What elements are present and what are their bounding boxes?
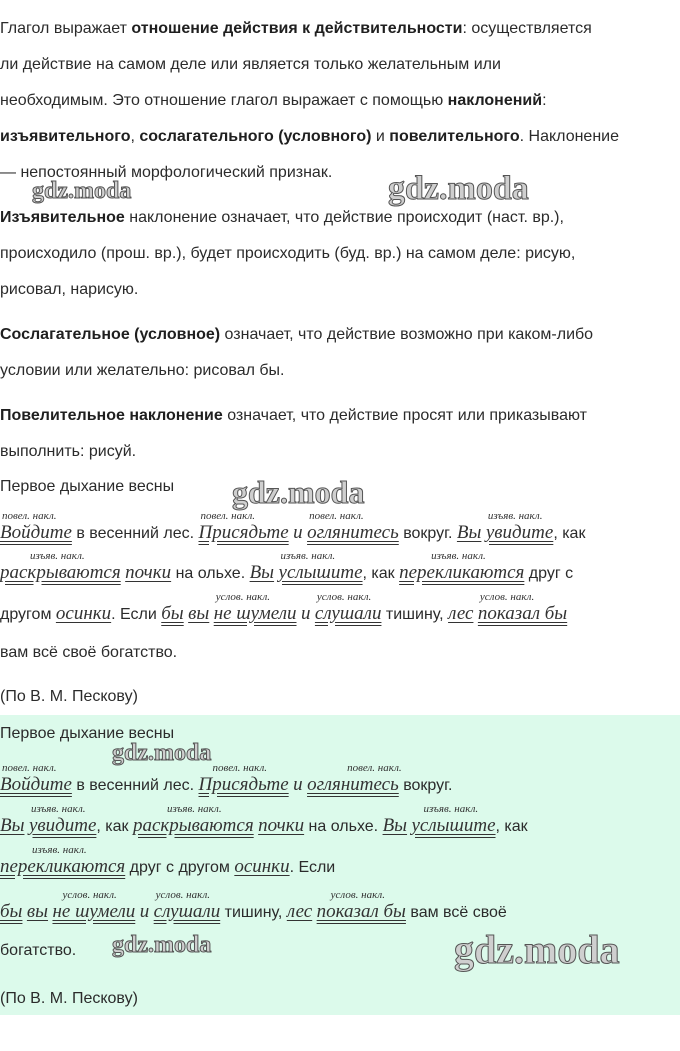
watermark: gdz.moda — [32, 178, 132, 204]
handwritten-word: услов. накл. слушали — [153, 889, 221, 922]
watermark: gdz.moda — [112, 740, 212, 766]
theory-line: Глагол выражает отношение действия к действительности: осуществляется — [0, 20, 592, 37]
handwritten-word: изъяв. накл. увидите — [485, 510, 554, 543]
theory-line: Изъявительное наклонение означает, что действие происходит (наст. вр.), — [0, 209, 564, 226]
theory-line: происходило (прош. вр.), будет происходить (буд. вр.) на самом деле: рисую, — [0, 245, 576, 262]
exercise-title: Первое дыхание весны — [0, 725, 175, 742]
exercise-line: другом осинки. Если бы вы услов. накл. не шумели и услов. накл. слушали тишину, лес услов. накл. показал бы — [0, 591, 568, 624]
handwritten-word: повел. накл. оглянитесь — [307, 762, 402, 795]
handwritten-word: повел. накл. оглянитесь — [307, 510, 399, 543]
theory-line: выполнить: рисуй. — [0, 443, 137, 460]
theory-line: изъявительного, сослагательного (условного) и повелительного. Наклонение — [0, 128, 619, 145]
exercise-line: изъяв. накл. перекликаются друг с другом осинки. Если — [0, 844, 336, 877]
handwritten-word: услов. накл. не шумели — [213, 591, 297, 624]
handwritten-word: изъяв. накл. услышите — [278, 550, 363, 583]
handwritten-word: изъяв. накл. раскрываются — [132, 803, 254, 836]
watermark: gdz.moda — [232, 474, 365, 510]
exercise-line: богатство. — [0, 942, 77, 959]
exercise-line: изъяв. накл. раскрываются почки на ольхе. Вы изъяв. накл. услышите, как изъяв. накл. перекликаются друг с — [0, 550, 574, 583]
handwritten-word: повел. накл. Присядьте — [198, 762, 289, 795]
theory-line: Сослагательное (условное) означает, что действие возможно при каком-либо — [0, 326, 594, 343]
exercise-line: Вы изъяв. накл. увидите, как изъяв. накл. раскрываются почки на ольхе. Вы изъяв. накл. услышите, как — [0, 803, 528, 836]
theory-line: ли действие на самом деле или является только желательным или — [0, 56, 501, 73]
exercise-line: повел. накл. Войдите в весенний лес. повел. накл. Присядьте и повел. накл. оглянитесь вокруг. Вы изъяв. накл. увидите, как — [0, 510, 586, 543]
handwritten-word: изъяв. накл. перекликаются — [399, 550, 525, 583]
watermark: gdz.moda — [454, 927, 620, 972]
handwritten-word: повел. накл. Войдите — [0, 762, 72, 795]
theory-line: рисовал, нарисую. — [0, 281, 139, 298]
handwritten-word: изъяв. накл. услышите — [411, 803, 496, 836]
exercise-line: бы вы услов. накл. не шумели и услов. накл. слушали тишину, лес услов. накл. показал бы вам всё своё — [0, 889, 507, 922]
watermark: gdz.moda — [112, 932, 212, 958]
exercise-source: (По В. М. Пескову) — [0, 688, 138, 705]
handwritten-word: услов. накл. не шумели — [52, 889, 136, 922]
exercise-source: (По В. М. Пескову) — [0, 990, 138, 1007]
handwritten-word: услов. накл. показал бы — [316, 889, 406, 922]
handwritten-word: услов. накл. слушали — [314, 591, 382, 624]
handwritten-word: изъяв. накл. увидите — [28, 803, 97, 836]
theory-line: условии или желательно: рисовал бы. — [0, 362, 285, 379]
theory-line: необходимым. Это отношение глагол выражает с помощью наклонений: — [0, 92, 547, 109]
exercise-line: вам всё своё богатство. — [0, 644, 178, 661]
theory-line: — непостоянный морфологический признак. — [0, 164, 333, 181]
handwritten-word: изъяв. накл. раскрываются — [0, 550, 121, 583]
watermark: gdz.moda — [388, 170, 529, 207]
theory-line: Повелительное наклонение означает, что действие просят или приказывают — [0, 407, 587, 424]
handwritten-word: изъяв. накл. перекликаются — [0, 844, 126, 877]
handwritten-word: повел. накл. Присядьте — [198, 510, 289, 543]
handwritten-word: повел. накл. Войдите — [0, 510, 72, 543]
handwritten-word: услов. накл. показал бы — [477, 591, 568, 624]
exercise-title: Первое дыхание весны — [0, 478, 175, 495]
exercise-line: повел. накл. Войдите в весенний лес. повел. накл. Присядьте и повел. накл. оглянитесь вокруг. — [0, 762, 453, 795]
